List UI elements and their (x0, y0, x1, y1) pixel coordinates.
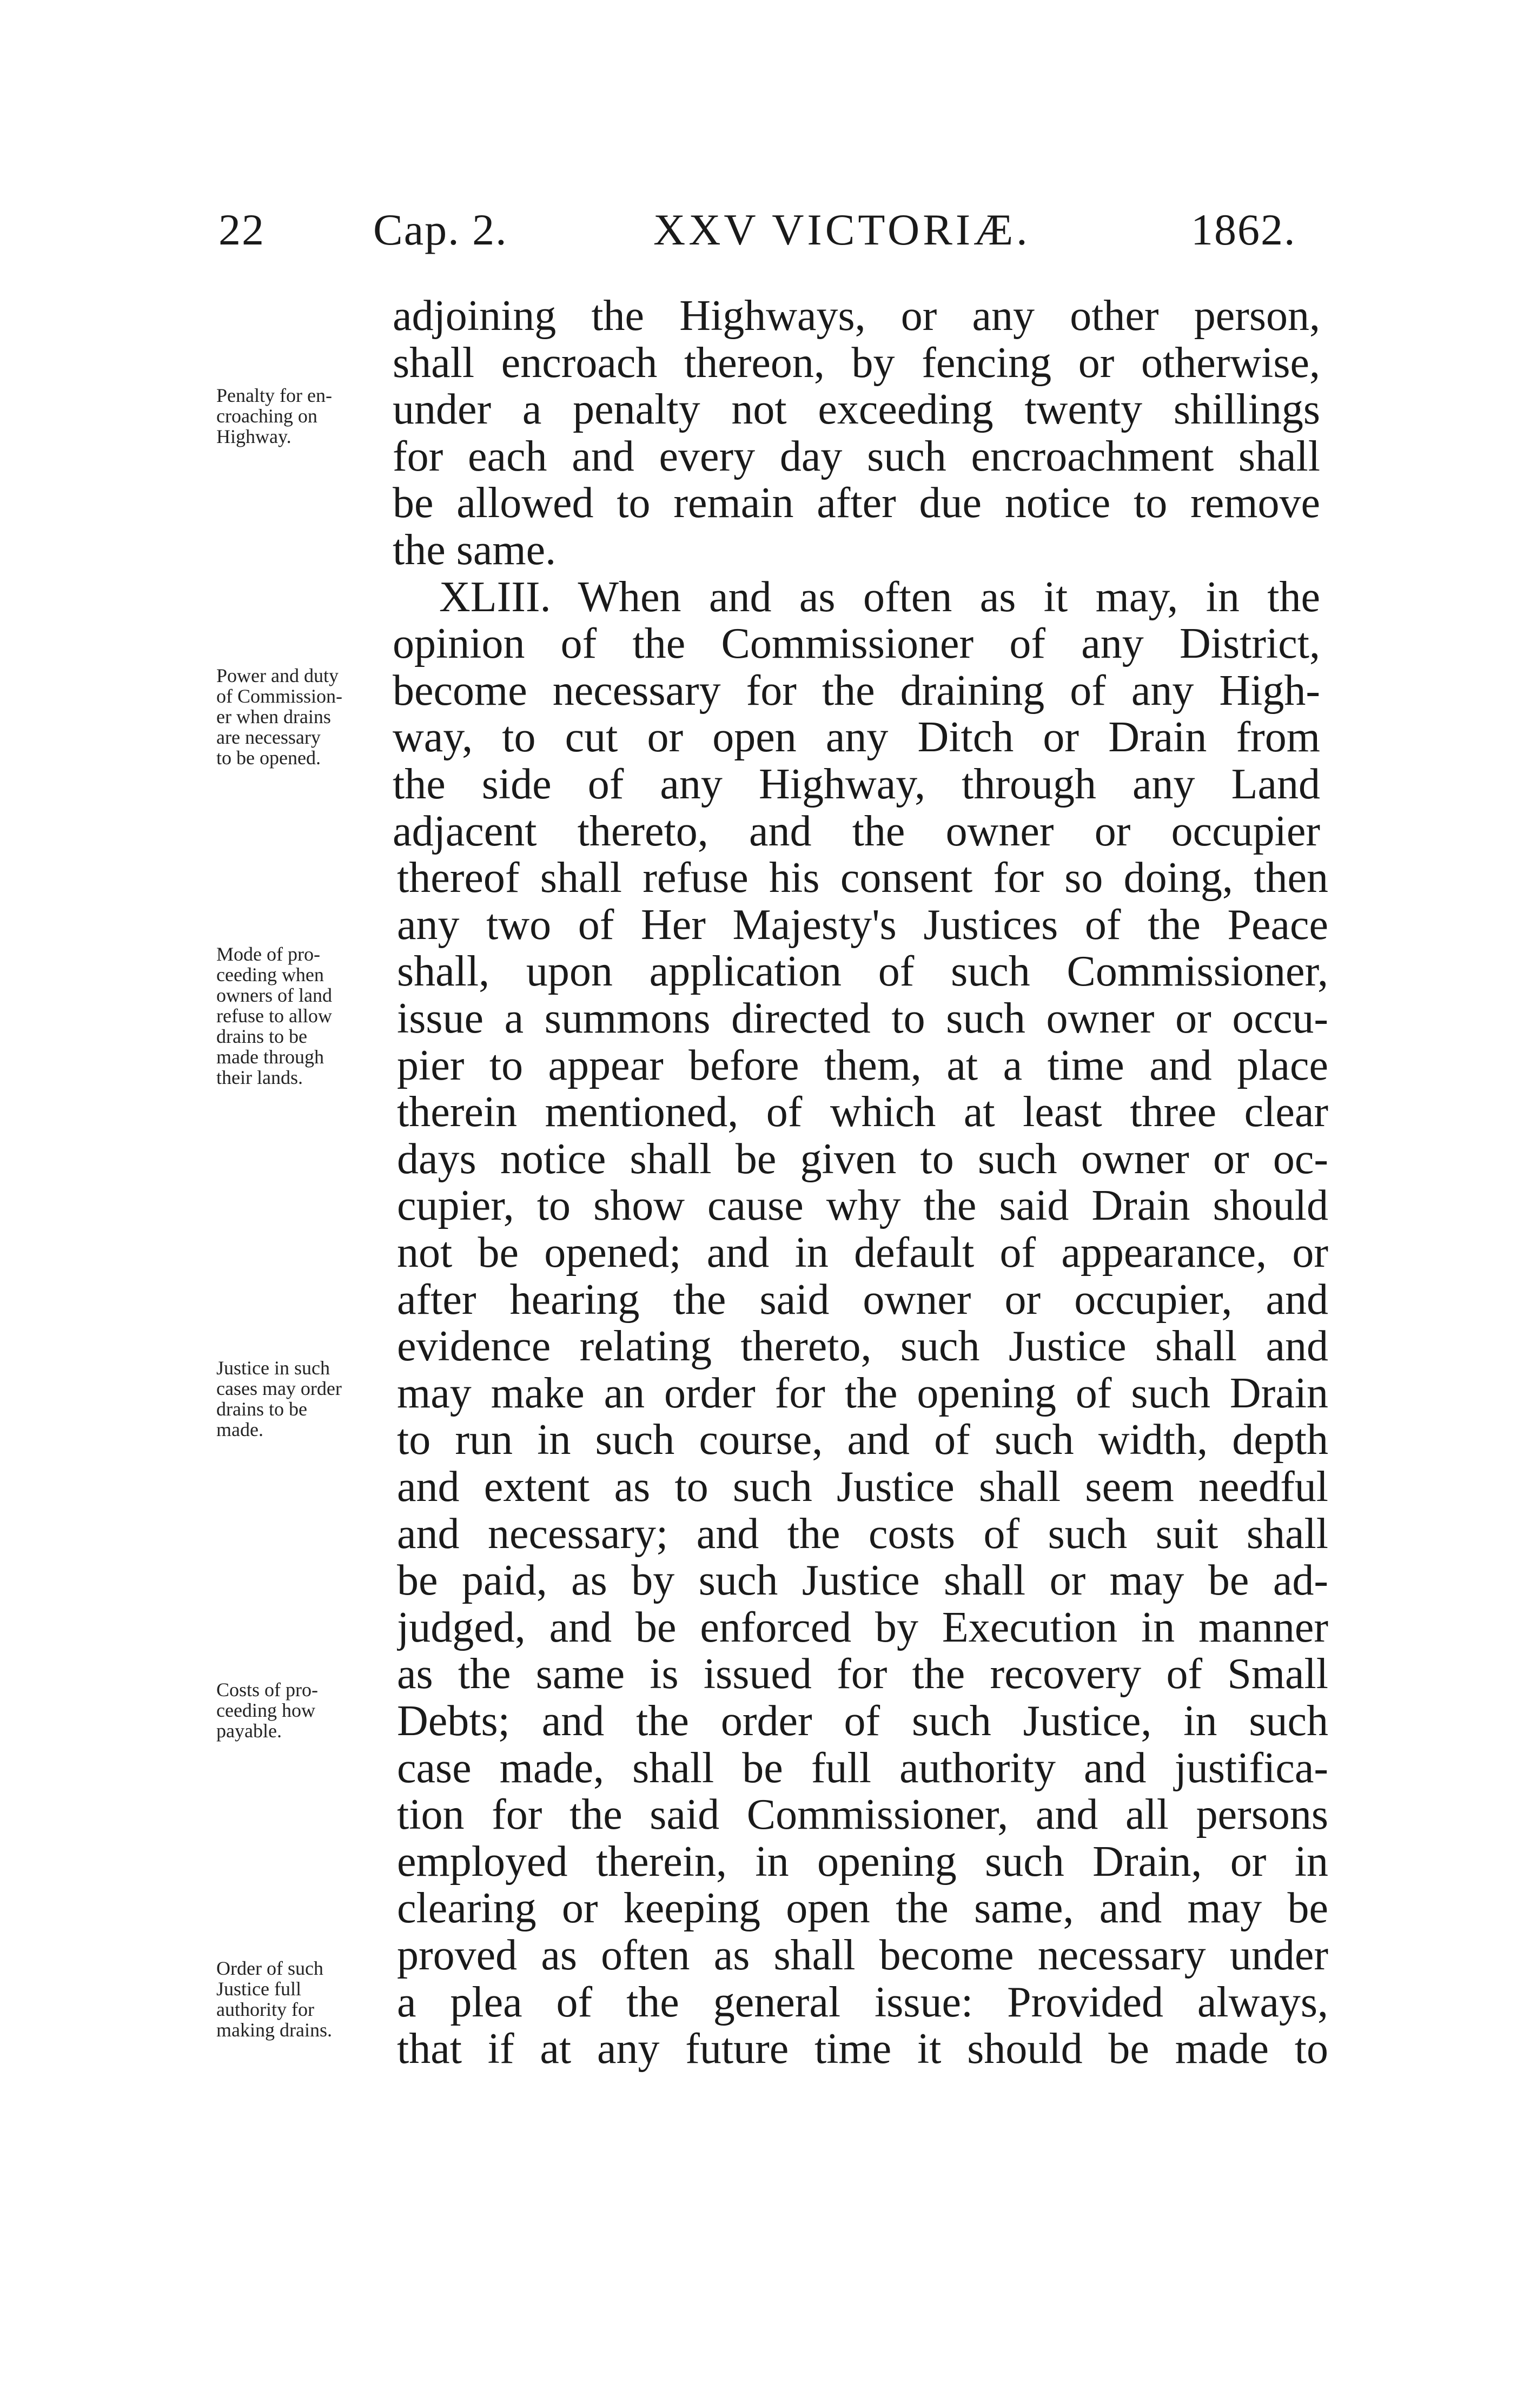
body-line: adjoining the Highways, or any other person, (393, 292, 1320, 340)
body-line: way, to cut or open any Ditch or Drain from (393, 713, 1320, 762)
body-line: issue a summons directed to such owner or occu- (397, 995, 1328, 1042)
body-line: therein mentioned, of which at least three clear (397, 1088, 1328, 1136)
body-line: and necessary; and the costs of such suit shall (397, 1510, 1328, 1558)
margin-note (216, 1679, 318, 1741)
margin-note-line: Highway. (216, 426, 292, 447)
margin-note-line: cases may order (216, 1378, 342, 1399)
margin-note-line: croaching on (216, 405, 317, 427)
body-line: opinion of the Commissioner of any District, (393, 620, 1320, 668)
body-line: case made, shall be full authority and justifica- (397, 1744, 1328, 1792)
body-line: pier to appear before them, at a time and place (397, 1041, 1328, 1089)
body-line: may make an order for the opening of such Drain (397, 1369, 1328, 1417)
body-line: proved as often as shall become necessary under (397, 1931, 1328, 1979)
body-line: to run in such course, and of such width, depth (397, 1416, 1328, 1464)
margin-note-line: to be opened. (216, 747, 321, 769)
margin-note-line: ceeding when (216, 964, 324, 985)
body-line: days notice shall be given to such owner or oc- (397, 1135, 1328, 1183)
body-line: thereof shall refuse his consent for so doing, then (397, 854, 1328, 902)
body-line: be allowed to remain after due notice to remove (393, 479, 1320, 527)
margin-note (216, 1958, 332, 2040)
margin-note-line: drains to be (216, 1398, 307, 1420)
body-line: the same. (393, 526, 557, 574)
body-line: cupier, to show cause why the said Drain should (397, 1182, 1328, 1230)
page-header (0, 204, 1530, 259)
running-title: XXV VICTORIÆ. (653, 205, 1031, 254)
chapter-label: Cap. 2. (373, 205, 508, 254)
body-line: adjacent thereto, and the owner or occupier (393, 807, 1320, 855)
margin-note-line: ceeding how (216, 1699, 315, 1721)
body-line: any two of Her Majesty's Justices of the Peace (397, 901, 1328, 949)
body-line: XLIII. When and as often as it may, in the (439, 573, 1320, 621)
body-line: for each and every day such encroachment shall (393, 432, 1320, 480)
margin-note-line: making drains. (216, 2019, 332, 2041)
margin-note (216, 385, 332, 447)
year-label: 1862. (1191, 205, 1296, 254)
margin-note-line: owners of land (216, 984, 332, 1006)
body-line: not be opened; and in default of appearance, or (397, 1229, 1328, 1276)
body-line: under a penalty not exceeding twenty shillings (393, 386, 1320, 434)
margin-note-line: Costs of pro- (216, 1679, 318, 1701)
body-line: clearing or keeping open the same, and may be (397, 1884, 1328, 1933)
body-line: tion for the said Commissioner, and all persons (397, 1791, 1328, 1839)
margin-note-line: Justice in such (216, 1357, 330, 1379)
margin-note-line: Mode of pro- (216, 943, 320, 965)
page-number: 22 (218, 205, 265, 254)
body-line: judged, and be enforced by Execution in manner (397, 1603, 1328, 1651)
body-line: be paid, as by such Justice shall or may be ad- (397, 1557, 1328, 1605)
margin-note-line: made. (216, 1419, 263, 1440)
margin-note-line: their lands. (216, 1067, 303, 1088)
margin-note (216, 944, 332, 1088)
body-line: shall, upon application of such Commissioner, (397, 948, 1328, 996)
body-line: a plea of the general issue: Provided always, (397, 1978, 1328, 2026)
margin-note-line: authority for (216, 1999, 314, 2020)
body-line: the side of any Highway, through any Land (393, 760, 1320, 808)
margin-note-line: Power and duty (216, 665, 339, 686)
margin-note-line: made through (216, 1046, 324, 1068)
margin-note-line: Justice full (216, 1978, 301, 2000)
body-line: evidence relating thereto, such Justice shall and (397, 1322, 1328, 1371)
margin-note-line: drains to be (216, 1026, 307, 1047)
body-line: become necessary for the draining of any High- (393, 666, 1320, 715)
margin-note-line: of Commission- (216, 685, 343, 707)
body-line: and extent as to such Justice shall seem needful (397, 1463, 1328, 1511)
body-line: employed therein, in opening such Drain, or in (397, 1837, 1328, 1886)
body-line: after hearing the said owner or occupier, and (397, 1275, 1328, 1324)
margin-note-line: payable. (216, 1720, 282, 1742)
margin-note-line: refuse to allow (216, 1005, 332, 1027)
margin-note-line: Order of such (216, 1957, 323, 1979)
margin-note-line: Penalty for en- (216, 385, 332, 406)
body-line: that if at any future time it should be made to (397, 2025, 1328, 2073)
margin-note (216, 1358, 342, 1440)
body-line: Debts; and the order of such Justice, in such (397, 1697, 1328, 1745)
margin-note (216, 665, 342, 768)
margin-note-line: are necessary (216, 726, 321, 748)
body-line: shall encroach thereon, by fencing or otherwise, (393, 339, 1320, 387)
body-line: as the same is issued for the recovery of Small (397, 1650, 1328, 1698)
margin-note-line: er when drains (216, 706, 331, 727)
